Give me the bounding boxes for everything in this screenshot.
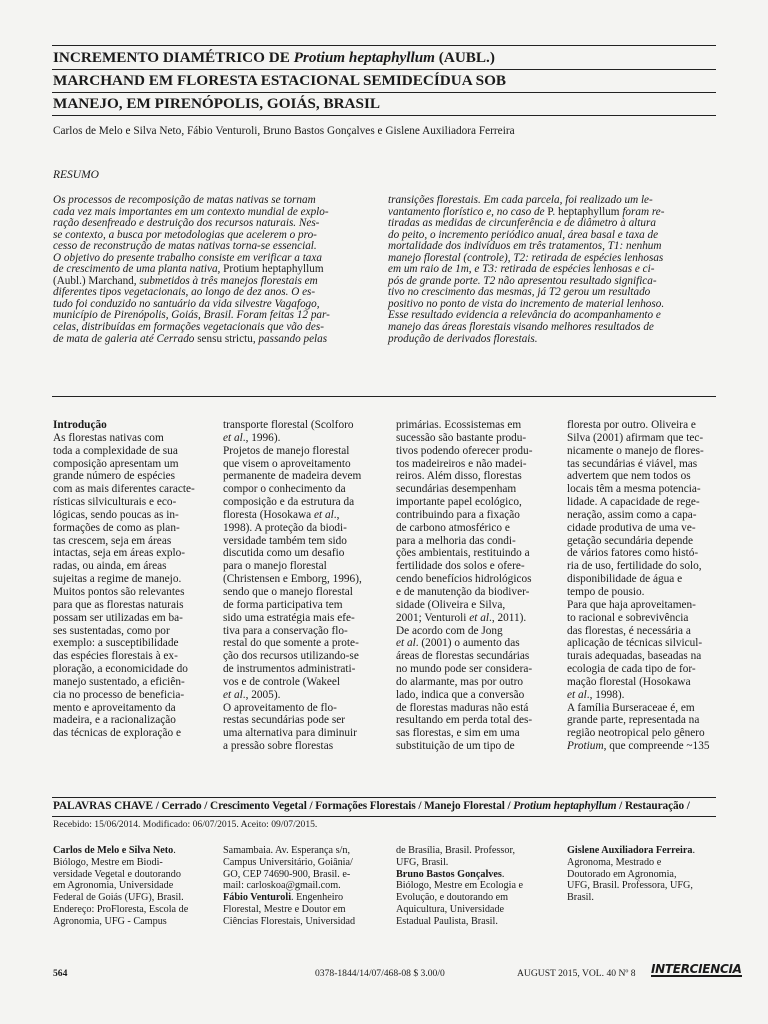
author-bio-4: Gislene Auxiliadora Ferreira. Agronoma, Mestrado e Doutorado em Agronomia, UFG, Brasil. Professora, UFG, Brasil. (567, 845, 695, 904)
abstract-column-1: Os processos de recomposição de matas nativas se tornam cada vez mais importantes em um contexto mundial de explo- ração desenfreado e destruição dos recursos naturais. Nes- se contexto, a busca por metodologias que acelerem o pro- cesso de reconstrução de matas nativas torna-se essencial. O objetivo do presente trabalho consiste em verificar a taxa de crescimento de uma planta nativa, Protium heptaphyllum (Aubl.) Marchand, submetidos à três manejos florestais em diferentes tipos vegetacionais, ao longo de dez anos. O es- tudo foi conduzido no santuário da vida silvestre Vagafogo, município de Pirenópolis, Goiás, Brasil. Foram feitas 12 par- celas, distribuídas em formações vegetacionais que vão des- de mata de galeria até Cerrado sensu strictu, passando pelas (53, 194, 330, 345)
body-column-4: floresta por outro. Oliveira e Silva (2001) afirmam que tec- nicamente o manejo de flores- tas secundárias é viável, mas advertem que nem todos os locais têm a mesma potencia- lidade. A capacidade de rege- neração, assim como a capa- cidade produtiva de uma ve- getação secundária depende de vários fatores como histó- ria de uso, fertilidade do solo, disponibilidade de água e tempo de pousio. Para que haja aproveitamen- to racional e sobrevivência das florestas, é necessária a aplicação de técnicas silvicul- turais adequadas, baseadas na ecologia de cada tipo de for- mação florestal (Hosokawa et al., 1998). A família Burseraceae é, em grande parte, representada na região neotropical pelo gênero Protium, que compreende ~135 (567, 419, 710, 753)
author-bio-1: Carlos de Melo e Silva Neto. Biólogo, Mestre em Biodi- versidade Vegetal e doutorando em Agronomia, Universidade Federal de Goiás (UFG), Brasil. Endereço: ProFloresta, Escola de Agronomia, UFG - Campus (53, 845, 189, 927)
abstract-column-2: transições florestais. Em cada parcela, foi realizado um le- vantamento florístico e, no caso de P. heptaphyllum foram re- tiradas as medidas de circunferência e de diâmetro à altura do peito, o incremento periódico anual, área basal e taxa de mortalidade dos indivíduos em três tratamentos, T1: nenhum manejo florestal (controle), T2: retirada de espécies lenhosas em um raio de 1m, e T3: retirada de espécies lenhosas e ci- pós de grande porte. T2 não apresentou resultado significa- tivo no crescimento das mesmas, já T2 gerou um resultado positivo no ponto de vista do incremento de material lenhoso. Esse resultado evidencia a relevância do acompanhamento e manejo das áreas florestais visando melhores resultados de produção de derivados florestais. (388, 194, 665, 345)
title-rule-top (52, 45, 716, 46)
title-rule-1 (52, 69, 716, 70)
journal-logo: INTERCIENCIA (651, 962, 742, 976)
title-line-1: INCREMENTO DIAMÉTRICO DE Protium heptaphyllum (AUBL.) (53, 49, 495, 66)
title-rule-3 (52, 115, 716, 116)
abstract-rule (52, 396, 716, 397)
author-bio-2: Samambaia. Av. Esperança s/n, Campus Universitário, Goiânia/ GO, CEP 74690-900, Brasil. e- mail: carloskoa@gmail.com. Fábio Venturoli. Engenheiro Florestal, Mestre e Doutor em Ciências Florestais, Universidad (223, 845, 356, 927)
keywords-rule-bottom (52, 816, 716, 817)
keywords-rule-top (52, 797, 716, 798)
abstract-heading: RESUMO (53, 169, 99, 181)
title-line-3: MANEJO, EM PIRENÓPOLIS, GOIÁS, BRASIL (53, 95, 380, 112)
submission-dates: Recebido: 15/06/2014. Modificado: 06/07/2015. Aceito: 09/07/2015. (53, 819, 318, 830)
issue-info: AUGUST 2015, VOL. 40 Nº 8 (517, 968, 636, 979)
body-column-1: Introdução As florestas nativas com toda a complexidade de sua composição apresentam um grande número de espécies com as mais diferentes caracte- rísticas silviculturais e eco- lógicas, sendo poucas as in- formações de como as plan- tas crescem, seja em áreas intactas, seja em áreas explo- radas, ou ainda, em áreas sujeitas a regime de manejo. Muitos pontos são relevantes para que as florestas naturais possam ser utilizadas em ba- ses sustentadas, como por exemplo: a susceptibilidade das espécies florestais à ex- ploração, a economicidade do manejo sustentado, a eficiên- cia no processo de beneficia- mento e aproveitamento da madeira, e a racionalização das técnicas de exploração e (53, 419, 195, 740)
body-column-3: primárias. Ecossistemas em sucessão são bastante produ- tivos podendo oferecer produ- tos madeireiros e não madei- reiros. Além disso, florestas secundárias desempenham importante papel ecológico, contribuindo para a fixação de carbono atmosférico e para a melhoria das condi- ções ambientais, restituindo a fertilidade dos solos e ofere- cendo benefícios hidrológicos e de manutenção da biodiver- sidade (Oliveira e Silva, 2001; Venturoli et al., 2011). De acordo com de Jong et al. (2001) o aumento das áreas de florestas secundárias no mundo pode ser considera- do alarmante, mas por outro lado, indica que a conversão de florestas maduras não está resultando em perda total des- sas florestas, e sim em uma substituição de um tipo de (396, 419, 533, 753)
body-column-2: transporte florestal (Scolforo et al., 1996). Projetos de manejo florestal que visem o aproveitamento permanente de madeira devem compor o conhecimento da composição e da estrutura da floresta (Hosokawa et al., 1998). A proteção da biodi- versidade também tem sido discutida como um desafio para o manejo florestal (Christensen e Emborg, 1996), sendo que o manejo florestal de forma participativa tem sido uma estratégia mais efe- tiva para a conservação flo- restal do que somente a prote- ção dos recursos utilizando-se de instrumentos administrati- vos e de controle (Wakeel et al., 2005). O aproveitamento de flo- restas secundárias pode ser uma alternativa para diminuir a pressão sobre florestas (223, 419, 362, 753)
author-list: Carlos de Melo e Silva Neto, Fábio Venturoli, Bruno Bastos Gonçalves e Gislene Auxiliadora Ferreira (53, 125, 515, 137)
page-number: 564 (53, 968, 68, 979)
keywords-line: PALAVRAS CHAVE / Cerrado / Crescimento Vegetal / Formações Florestais / Manejo Florestal / Protium heptaphyllum / Restauração / (53, 800, 690, 812)
title-rule-2 (52, 92, 716, 93)
section-heading-introducao: Introdução (53, 419, 107, 431)
issn-code: 0378-1844/14/07/468-08 $ 3.00/0 (315, 968, 445, 979)
title-line-2: MARCHAND EM FLORESTA ESTACIONAL SEMIDECÍDUA SOB (53, 72, 507, 89)
author-bio-3: de Brasília, Brasil. Professor, UFG, Brasil. Bruno Bastos Gonçalves. Biólogo, Mestre em Ecologia e Evolução, e doutorando em Aquicultura, Universidade Estadual Paulista, Brasil. (396, 845, 524, 927)
